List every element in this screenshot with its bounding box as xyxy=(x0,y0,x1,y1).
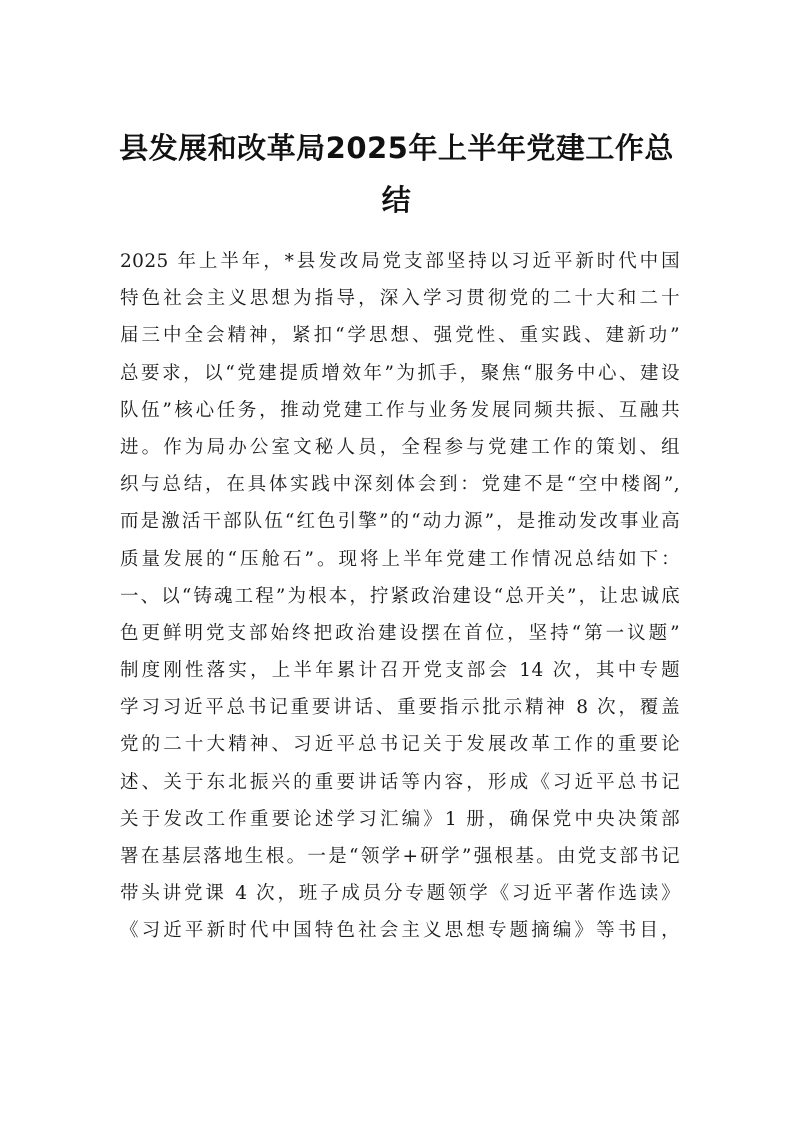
body-line: 制度刚性落实，上半年累计召开党支部会 14 次，其中专题 xyxy=(120,660,680,682)
body-line: 关于发改工作重要论述学习汇编》1 册，确保党中央决策部 xyxy=(120,808,680,830)
body-line: 《习近平新时代中国特色社会主义思想专题摘编》等书目， xyxy=(120,920,680,942)
title-line-2: 结 xyxy=(381,183,412,217)
body-line: 特色社会主义思想为指导，深入学习贯彻党的二十大和二十 xyxy=(120,288,680,310)
body-line: 总要求，以“党建提质增效年”为抓手，聚焦“服务中心、建设 xyxy=(120,362,680,384)
body-line: 届三中全会精神，紧扣“学思想、强党性、重实践、建新功” xyxy=(120,325,680,347)
body-line: 质量发展的“压舱石”。现将上半年党建工作情况总结如下： xyxy=(120,548,680,570)
body-line: 织与总结，在具体实践中深刻体会到：党建不是“空中楼阁”, xyxy=(120,474,680,496)
body-line: 署在基层落地生根。一是“领学+研学”强根基。由党支部书记 xyxy=(120,846,680,867)
body-line: 带头讲党课 4 次，班子成员分专题领学《习近平著作选读》 xyxy=(120,883,680,905)
body-line: 学习习近平总书记重要讲话、重要指示批示精神 8 次，覆盖 xyxy=(120,697,680,719)
section-heading-line: 一、以“铸魂工程”为根本，拧紧政治建设“总开关”，让忠诚底 xyxy=(120,585,680,607)
body-line: 而是激活干部队伍“红色引擎”的“动力源”，是推动发改事业高 xyxy=(120,511,680,533)
body-line: 色更鲜明党支部始终把政治建设摆在首位，坚持“第一议题” xyxy=(120,622,680,644)
body-line: 2025 年上半年，*县发改局党支部坚持以习近平新时代中国 xyxy=(120,251,680,272)
body-line: 党的二十大精神、习近平总书记关于发展改革工作的重要论 xyxy=(120,734,680,756)
body-line: 队伍”核心任务，推动党建工作与业务发展同频共振、互融共 xyxy=(120,399,680,421)
body-line: 进。作为局办公室文秘人员，全程参与党建工作的策划、组 xyxy=(120,436,680,458)
document-title xyxy=(100,122,693,226)
title-line-1: 县发展和改革局2025年上半年党建工作总 xyxy=(119,131,674,165)
body-line: 述、关于东北振兴的重要讲话等内容，形成《习近平总书记 xyxy=(120,771,680,793)
document-body xyxy=(120,243,680,950)
